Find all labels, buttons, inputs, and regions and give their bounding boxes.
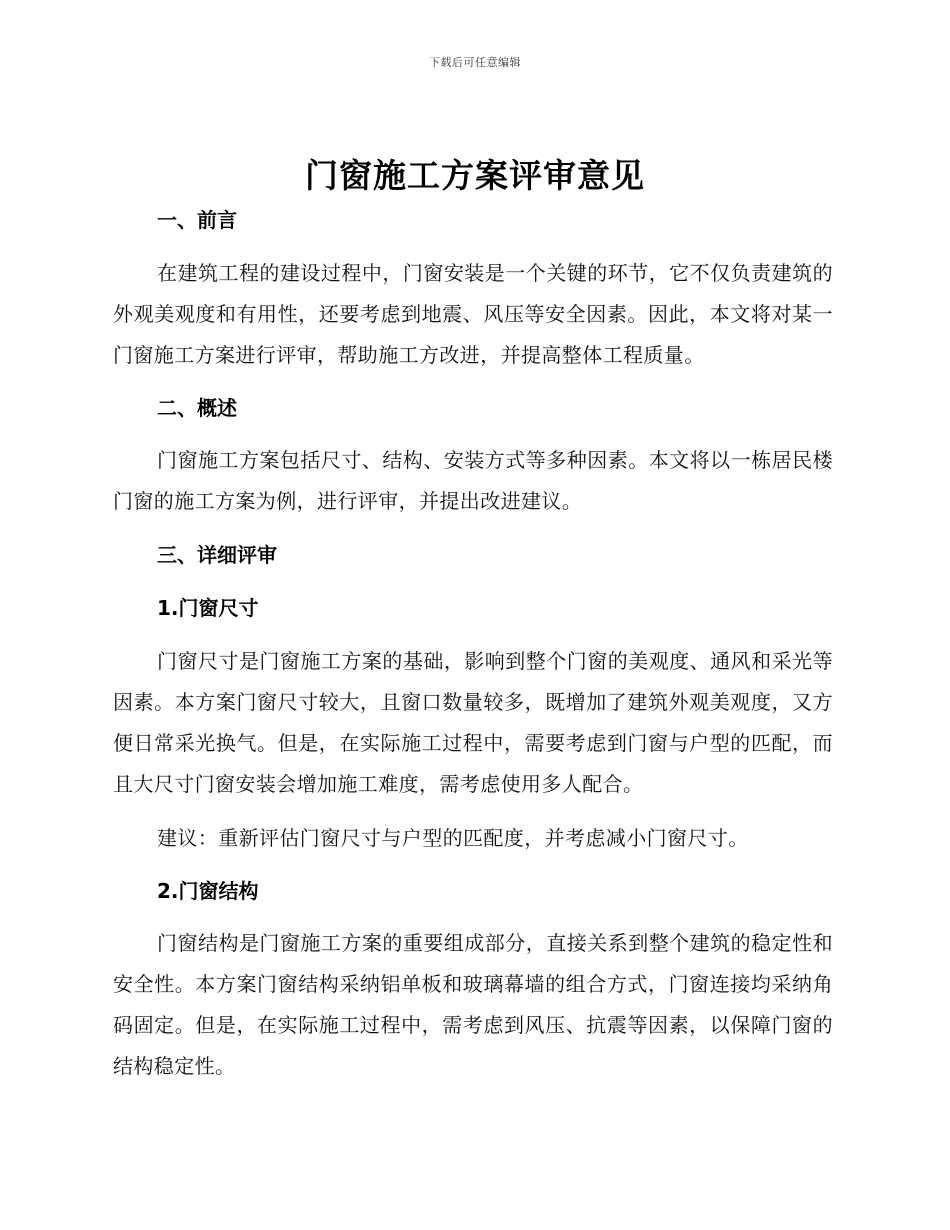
section-heading-overview: 二、概述 [157, 396, 237, 420]
paragraph-dimensions-suggestion: 建议：重新评估门窗尺寸与户型的匹配度，并考虑减小门窗尺寸。 [157, 826, 749, 850]
section-heading-preface: 一、前言 [157, 208, 237, 232]
subsection-heading-structure: 2.门窗结构 [157, 879, 259, 903]
section-heading-detailed-review: 三、详细评审 [157, 543, 277, 567]
document-body [113, 200, 833, 1087]
paragraph-overview: 门窗施工方案包括尺寸、结构、安装方式等多种因素。本文将以一栋居民楼门窗的施工方案为例，进行评审，并提出改进建议。 [113, 448, 833, 513]
subsection-heading-dimensions: 1.门窗尺寸 [157, 596, 259, 620]
paragraph-preface: 在建筑工程的建设过程中，门窗安装是一个关键的环节，它不仅负责建筑的外观美观度和有用性，还要考虑到地震、风压等安全因素。因此，本文将对某一门窗施工方案进行评审，帮助施工方改进，并提高整体工程质量。 [113, 261, 833, 367]
paragraph-dimensions: 门窗尺寸是门窗施工方案的基础，影响到整个门窗的美观度、通风和采光等因素。本方案门窗尺寸较大，且窗口数量较多，既增加了建筑外观美观度，又方便日常采光换气。但是，在实际施工过程中，需要考虑到门窗与户型的匹配，而且大尺寸门窗安装会增加施工难度，需考虑使用多人配合。 [113, 649, 833, 796]
header-note: 下载后可任意编辑 [429, 56, 521, 69]
paragraph-structure: 门窗结构是门窗施工方案的重要组成部分，直接关系到整个建筑的稳定性和安全性。本方案门窗结构采纳铝单板和玻璃幕墙的组合方式，门窗连接均采纳角码固定。但是，在实际施工过程中，需考虑到风压、抗震等因素，以保障门窗的结构稳定性。 [113, 931, 833, 1078]
document-title: 门窗施工方案评审意见 [305, 156, 645, 195]
